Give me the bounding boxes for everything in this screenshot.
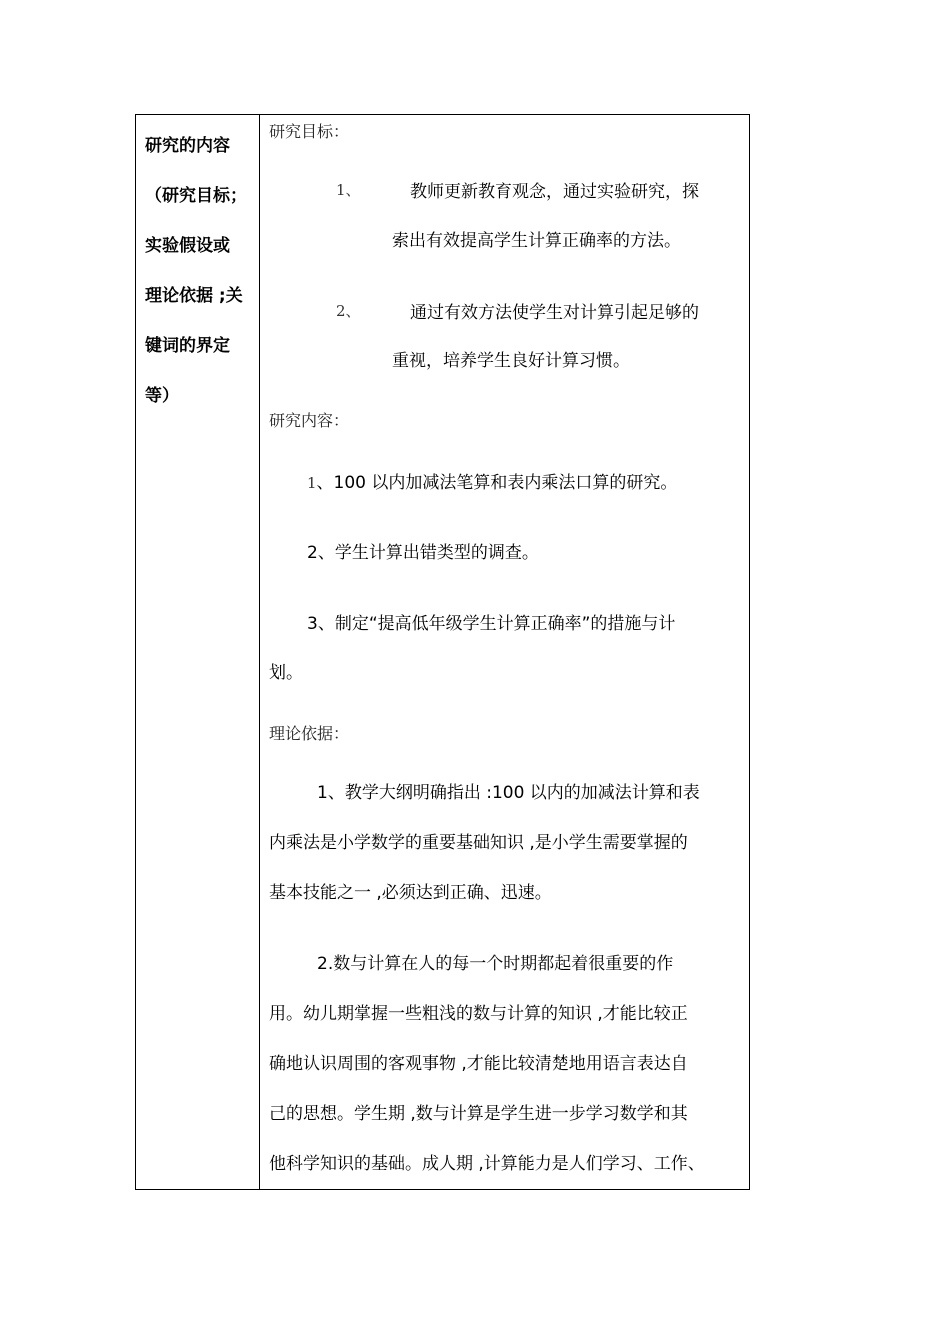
goal-text-line: 重视，培养学生良好计算习惯。 <box>392 351 630 371</box>
content-item-number: 1 <box>307 474 317 492</box>
theory-p2-line: 己的思想。学生期 ,数与计算是学生进一步学习数学和其 <box>269 1104 688 1124</box>
theory-p2-line: 确地认识周围的客观事物 ,才能比较清楚地用语言表达自 <box>269 1054 688 1074</box>
theory-title: 理论依据： <box>269 724 350 743</box>
theory-p2-line: 用。幼儿期掌握一些粗浅的数与计算的知识 ,才能比较正 <box>269 1004 688 1024</box>
theory-p2-line: 2.数与计算在人的每一个时期都起着很重要的作 <box>317 954 674 974</box>
goals-title: 研究目标： <box>269 122 350 141</box>
content-cell <box>260 115 749 1189</box>
goal-number: 2、 <box>336 302 361 320</box>
content-item-1 <box>307 468 677 493</box>
content-title: 研究内容： <box>269 411 350 430</box>
row-header-line: （研究目标； <box>145 186 247 206</box>
theory-p1-line: 基本技能之一 ,必须达到正确、迅速。 <box>269 883 552 903</box>
theory-p1-line: 内乘法是小学数学的重要基础知识 ,是小学生需要掌握的 <box>269 833 688 853</box>
content-item-3-line: 划。 <box>269 663 303 683</box>
theory-p1-line: 1、教学大纲明确指出 :100 以内的加减法计算和表 <box>317 783 700 803</box>
research-content-table <box>135 114 750 1190</box>
row-header-cell <box>136 115 260 1189</box>
content-item-text: 、100 以内加减法笔算和表内乘法口算的研究。 <box>316 473 678 493</box>
theory-p2-line: 他科学知识的基础。成人期 ,计算能力是人们学习、工作、 <box>269 1154 705 1174</box>
content-item-2: 2、学生计算出错类型的调查。 <box>307 543 539 563</box>
goal-text-line: 教师更新教育观念，通过实验研究，探 <box>410 182 699 202</box>
row-header-line: 研究的内容 <box>145 136 230 156</box>
row-header-line: 键词的界定 <box>145 336 230 356</box>
row-header-line: 理论依据 ;关 <box>145 286 243 306</box>
row-header-line: 等） <box>145 386 179 406</box>
content-item-3-line: 3、制定“提高低年级学生计算正确率”的措施与计 <box>307 614 676 634</box>
row-header-line: 实验假设或 <box>145 236 230 256</box>
goal-text-line: 索出有效提高学生计算正确率的方法。 <box>392 231 681 251</box>
goal-text-line: 通过有效方法使学生对计算引起足够的 <box>410 303 699 323</box>
goal-number: 1、 <box>336 181 361 199</box>
